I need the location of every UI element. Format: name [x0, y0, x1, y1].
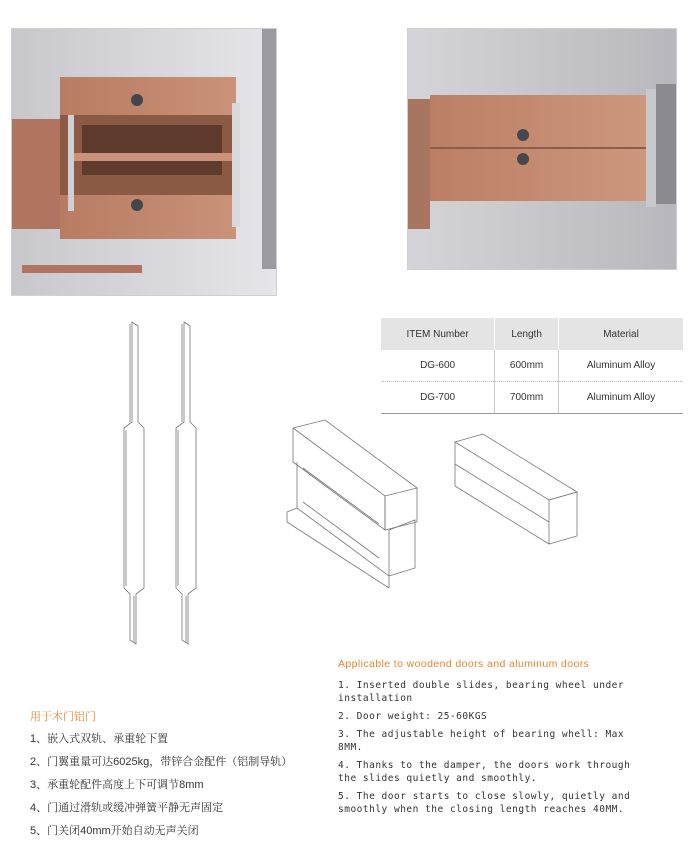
- list-item: 2. Door weight: 25-60KGS: [338, 711, 488, 722]
- spec-table: [381, 318, 683, 414]
- cell-material: Aluminum Alloy: [559, 382, 683, 414]
- list-item: 5. The door starts to close slowly, quietly and smoothly when the closing length reaches 40MM.: [338, 791, 631, 815]
- chinese-list: [30, 732, 330, 847]
- list-item: 4. Thanks to the damper, the doors work through the slides quietly and smoothly.: [338, 760, 631, 784]
- cell-length: 600mm: [495, 350, 559, 382]
- header-material: Material: [559, 318, 683, 350]
- cell-item-number: DG-600: [381, 350, 495, 382]
- spec-table-header: [381, 318, 683, 350]
- english-list: [338, 679, 638, 816]
- table-row: [381, 350, 683, 382]
- list-item: 4、门通过滑轨或缓冲弹簧平静无声固定: [30, 802, 224, 814]
- list-item: 1、嵌入式双轨、承重轮下置: [30, 733, 169, 745]
- slide-rails-drawing: [110, 318, 210, 648]
- header-item-number: ITEM Number: [381, 318, 495, 350]
- header-length: Length: [495, 318, 559, 350]
- cell-material: Aluminum Alloy: [559, 350, 683, 382]
- open-cabinet-drawing: [285, 418, 425, 588]
- english-title: Applicable to woodend doors and aluminum doors: [338, 658, 590, 670]
- closed-cabinet-drawing: [445, 432, 585, 548]
- chinese-features: [30, 708, 330, 847]
- list-item: 3. The adjustable height of bearing whell: Max 8MM.: [338, 729, 625, 753]
- list-item: 5、门关闭40mm开始自动无声关闭: [30, 825, 199, 837]
- list-item: 2、门翼重量可达6025kg，带锌合金配件（铝制导轨）: [30, 756, 293, 768]
- list-item: 3、承重轮配件高度上下可调节8mm: [30, 779, 204, 791]
- cabinet-open-photo: [11, 28, 277, 296]
- cell-item-number: DG-700: [381, 382, 495, 414]
- cell-length: 700mm: [495, 382, 559, 414]
- english-features: [338, 658, 638, 821]
- table-row: [381, 382, 683, 414]
- cabinet-closed-photo: [407, 28, 677, 270]
- list-item: 1. Inserted double slides, bearing wheel under installation: [338, 680, 625, 704]
- chinese-title: 用于木门铝门: [30, 711, 96, 723]
